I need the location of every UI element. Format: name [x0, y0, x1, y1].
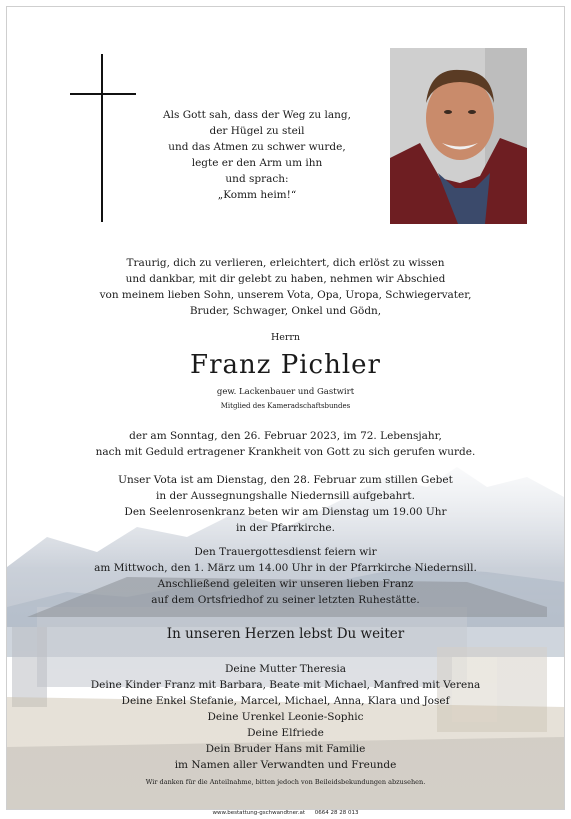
poem-line: legte er den Arm um ihn [191, 157, 323, 169]
cross-icon-bar [70, 93, 136, 95]
footer-website[interactable]: www.bestattung-gschwandtner.at [212, 810, 306, 816]
poem-line: und das Atmen zu schwer wurde, [168, 141, 346, 153]
family-line: Deine Urenkel Leonie-Sophic [207, 711, 364, 723]
deceased-name: Franz Pichler [190, 350, 381, 380]
family-line: im Namen aller Verwandten und Freunde [174, 759, 397, 771]
viewing-line: Unser Vota ist am Dienstag, den 28. Februar zum stillen Gebet [118, 474, 453, 486]
viewing-line: in der Aussegnungshalle Niedernsill aufgebahrt. [156, 490, 415, 502]
intro-line: von meinem lieben Sohn, unserem Vota, Opa, Uropa, Schwiegervater, [99, 289, 472, 301]
intro-line: Traurig, dich zu verlieren, erleichtert, dich erlöst zu wissen [126, 257, 445, 269]
intro-line: und dankbar, mit dir gelebt zu haben, nehmen wir Abschied [125, 273, 446, 285]
membership: Mitglied des Kameradschaftsbundes [220, 402, 351, 410]
family-line: Dein Bruder Hans mit Familie [205, 743, 366, 755]
viewing-line: Den Seelenrosenkranz beten wir am Dienstag um 19.00 Uhr [124, 506, 447, 518]
thanks-note: Wir danken für die Anteilnahme, bitten jedoch von Beileidsbekundungen abzusehen. [145, 778, 426, 786]
family-line: Deine Kinder Franz mit Barbara, Beate mit Michael, Manfred mit Verena [90, 679, 481, 691]
family-line: Deine Elfriede [247, 727, 324, 739]
death-notice-line: der am Sonntag, den 26. Februar 2023, im 72. Lebensjahr, [129, 430, 442, 442]
cross-icon [101, 54, 103, 222]
viewing-info [7, 472, 564, 536]
portrait-photo [390, 48, 527, 224]
motto: In unseren Herzen lebst Du weiter [166, 626, 405, 642]
intro-line: Bruder, Schwager, Onkel und Gödn, [189, 305, 382, 317]
funeral-line: Den Trauergottesdienst feiern wir [194, 546, 377, 558]
funeral-line: am Mittwoch, den 1. März um 14.00 Uhr in der Pfarrkirche Niedernsill. [94, 562, 477, 574]
salutation: Herrn [270, 332, 301, 343]
poem-line: „Komm heim!“ [217, 189, 297, 201]
family-line: Deine Mutter Theresia [224, 663, 347, 675]
footer-phone: 0664 28 28 013 [314, 810, 359, 816]
family-list [7, 661, 564, 773]
intro-text [7, 255, 564, 319]
death-notice [7, 428, 564, 460]
poem-line: und sprach: [225, 173, 289, 185]
footer [0, 810, 571, 816]
funeral-line: Anschließend geleiten wir unseren lieben Franz [157, 578, 414, 590]
poem-line: der Hügel zu steil [209, 125, 305, 137]
death-notice-line: nach mit Geduld ertragener Krankheit von Gott zu sich gerufen wurde. [95, 446, 476, 458]
funeral-line: auf dem Ortsfriedhof zu seiner letzten Ruhestätte. [151, 594, 420, 606]
funeral-info [7, 544, 564, 608]
family-line: Deine Enkel Stefanie, Marcel, Michael, Anna, Klara und Josef [121, 695, 450, 707]
poem-line: Als Gott sah, dass der Weg zu lang, [163, 109, 351, 121]
obituary-card [6, 6, 565, 810]
occupation: gew. Lackenbauer und Gastwirt [216, 387, 355, 397]
poem [137, 107, 377, 203]
viewing-line: in der Pfarrkirche. [236, 522, 335, 534]
